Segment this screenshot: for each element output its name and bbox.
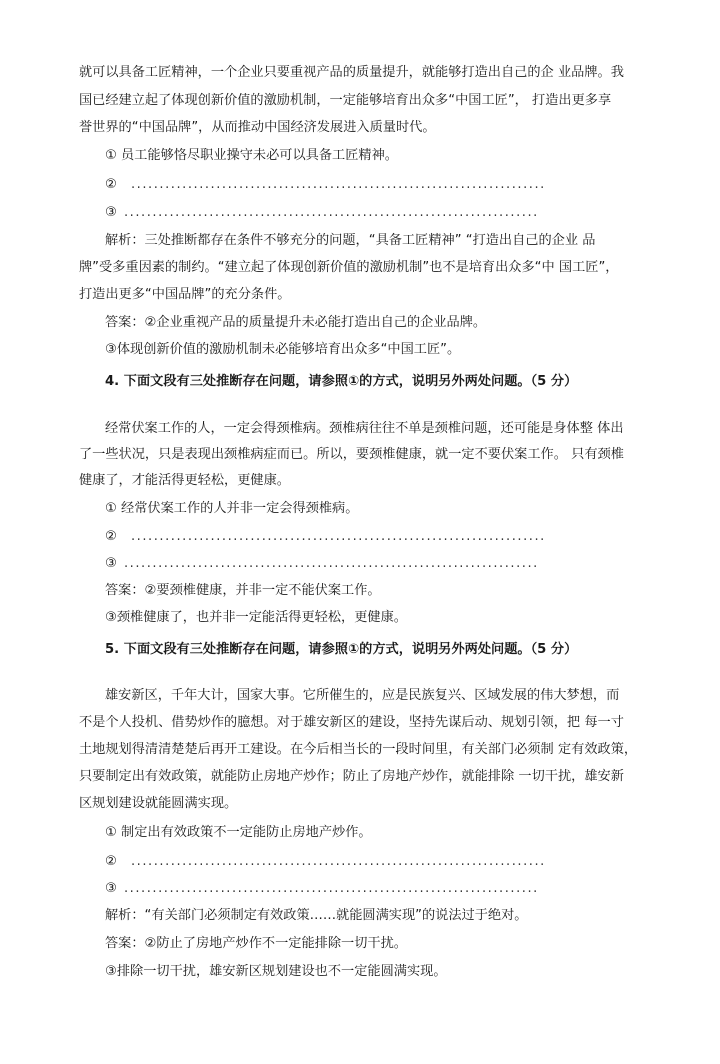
passage-line: 雄安新区，千年大计，国家大事。它所催生的，应是民族复兴、区域发展的伟大梦想，而 [105, 688, 620, 703]
analysis-line: 打造出更多“中国品牌”的充分条件。 [79, 287, 291, 302]
blank-dotted-line: ......................................................................... [124, 556, 539, 571]
blank-dotted-line: ......................................................................... [131, 177, 546, 192]
blank-item-3-label: ③ [105, 205, 117, 220]
passage-line: 只要制定出有效政策，就能防止房地产炒作；防止了房地产炒作，就能排除 一切干扰，雄安新 [79, 769, 624, 784]
question-4-title: 4. 下面文段有三处推断存在问题，请参照①的方式，说明另外两处问题。（5 分） [105, 374, 578, 389]
analysis-line: 牌”受多重因素的制约。“建立起了体现创新价值的激励机制”也不是培育出众多“中 国工匠”， [79, 260, 619, 275]
passage-line: 土地规划得清清楚楚后再开工建设。在今后相当长的一段时间里，有关部门必须制 定有效政策， [79, 742, 638, 757]
answer-line: 答案：②防止了房地产炒作不一定能排除一切干扰。 [105, 936, 407, 951]
blank-dotted-line: ......................................................................... [131, 529, 546, 544]
paragraph-line: 就可以具备工匠精神，一个企业只要重视产品的质量提升，就能够打造出自己的企 业品牌。我 [79, 65, 624, 80]
blank-item-2-label: ② [105, 854, 117, 869]
answer-line: 答案：②企业重视产品的质量提升未必能打造出自己的企业品牌。 [105, 315, 487, 330]
blank-dotted-line: ......................................................................... [131, 854, 546, 869]
example-item-1: ① 经常伏案工作的人并非一定会得颈椎病。 [105, 501, 359, 516]
paragraph-line: 誉世界的“中国品牌”，从而推动中国经济发展进入质量时代。 [79, 120, 436, 135]
question-5-title: 5. 下面文段有三处推断存在问题，请参照①的方式，说明另外两处问题。（5 分） [105, 642, 578, 657]
passage-line: 经常伏案工作的人，一定会得颈椎病。颈椎病往往不单是颈椎问题，还可能是身体整 体出 [105, 421, 624, 436]
answer-line: ③排除一切干扰，雄安新区规划建设也不一定能圆满实现。 [105, 964, 447, 979]
passage-line: 不是个人投机、借势炒作的臆想。对于雄安新区的建设，坚持先谋后动、规划引领，把 每一寸 [79, 715, 624, 730]
blank-item-2-label: ② [105, 529, 117, 544]
answer-line: ③颈椎健康了，也并非一定能活得更轻松，更健康。 [105, 610, 407, 625]
passage-line: 区规划建设就能圆满实现。 [79, 796, 238, 811]
blank-dotted-line: ......................................................................... [124, 205, 539, 220]
passage-line: 了一些状况，只是表现出颈椎病症而已。所以，要颈椎健康，就一定不要伏案工作。 只有颈椎 [79, 447, 624, 462]
example-item-1: ① 员工能够恪尽职业操守未必可以具备工匠精神。 [105, 148, 398, 163]
answer-line: ③体现创新价值的激励机制未必能够培育出众多“中国工匠”。 [105, 342, 461, 357]
blank-item-3-label: ③ [105, 881, 117, 896]
example-item-1: ① 制定出有效政策不一定能防止房地产炒作。 [105, 825, 372, 840]
paragraph-line: 国已经建立起了体现创新价值的激励机制，一定能够培育出众多“中国工匠”， 打造出更多享 [79, 93, 612, 108]
passage-line: 健康了，才能活得更轻松，更健康。 [79, 473, 290, 488]
analysis-line: 解析：“有关部门必须制定有效政策……就能圆满实现”的说法过于绝对。 [105, 908, 528, 923]
blank-item-2-label: ② [105, 177, 117, 192]
answer-line: 答案：②要颈椎健康，并非一定不能伏案工作。 [105, 583, 381, 598]
analysis-line: 解析：三处推断都存在条件不够充分的问题，“具备工匠精神” “打造出自己的企业 品 [105, 233, 596, 248]
blank-item-3-label: ③ [105, 556, 117, 571]
blank-dotted-line: ......................................................................... [124, 881, 539, 896]
